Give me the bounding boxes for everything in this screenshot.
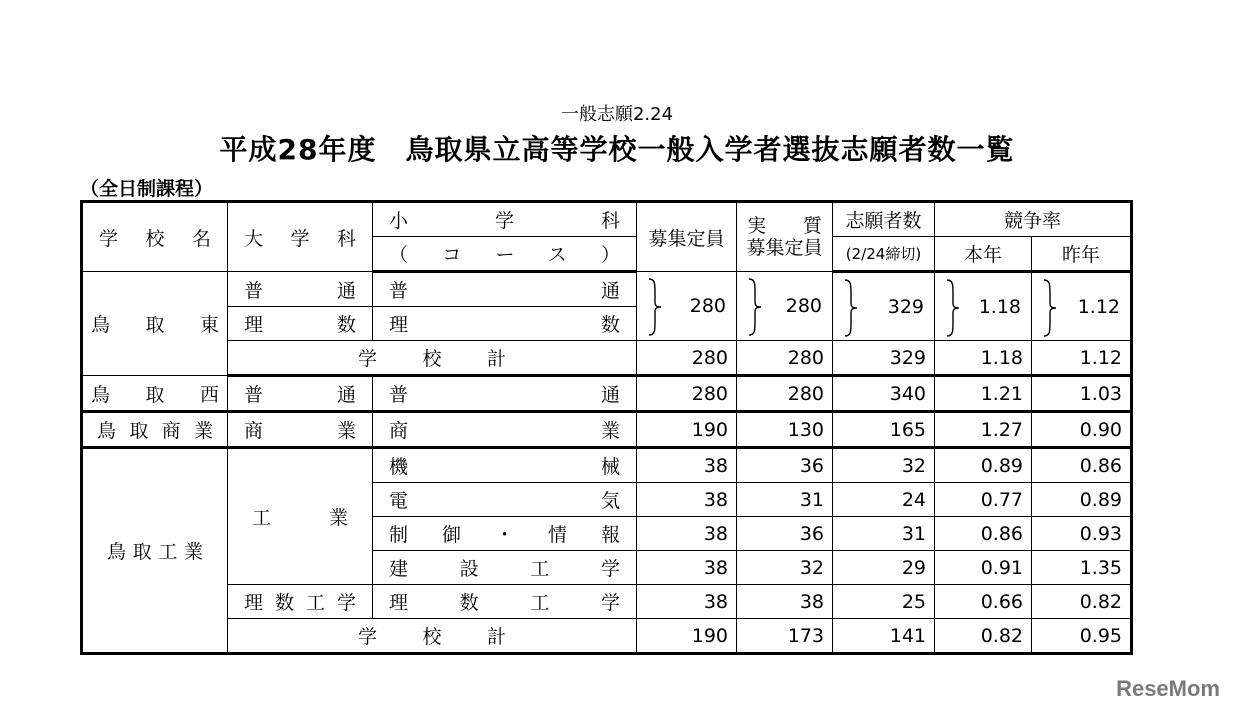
ratio-this-cell: 0.77: [935, 483, 1032, 517]
ratio-this-cell: 0.82: [935, 619, 1032, 654]
ratio-last-cell: 0.89: [1032, 483, 1132, 517]
ratio-last-cell: [1032, 272, 1132, 341]
major-cell: 理数: [228, 307, 373, 341]
real-quota-cell: 31: [737, 483, 833, 517]
school-total-label: 学校計: [228, 619, 637, 654]
header-applicants: 志願者数: [833, 202, 935, 237]
minor-cell: 機械: [373, 448, 637, 483]
school-higashi: 鳥取東: [82, 272, 228, 376]
quota-cell: 38: [637, 448, 737, 483]
applicants-cell: 25: [833, 585, 935, 619]
quota-cell: 38: [637, 551, 737, 585]
ratio-last-cell: 0.82: [1032, 585, 1132, 619]
real-quota-cell: 36: [737, 448, 833, 483]
applicants-cell: 340: [833, 376, 935, 412]
real-quota-cell: 36: [737, 517, 833, 551]
school-total-label: 学校計: [228, 341, 637, 376]
header-quota: 募集定員: [637, 202, 737, 272]
table-row: [82, 448, 1132, 483]
table-row: [82, 619, 1132, 654]
document-title: 平成28年度 鳥取県立高等学校一般入学者選抜志願者数一覧: [219, 133, 1015, 166]
document-subtitle: 一般志願2.24: [560, 104, 674, 125]
quota-cell: 280: [637, 376, 737, 412]
table-row: [82, 272, 1132, 307]
major-cell: 理数工学: [228, 585, 373, 619]
ratio-this-cell: 0.89: [935, 448, 1032, 483]
applicants-cell: 31: [833, 517, 935, 551]
minor-cell: 普通: [373, 272, 637, 307]
school-kogyo: 鳥取工業: [82, 448, 228, 654]
brace-icon: [945, 279, 961, 337]
applicants-cell: [833, 272, 935, 341]
quota-cell: 190: [637, 619, 737, 654]
minor-cell: 商業: [373, 412, 637, 448]
ratio-last-cell: 0.95: [1032, 619, 1132, 654]
applicants-cell: 329: [833, 341, 935, 376]
ratio-this-cell: [935, 272, 1032, 341]
ratio-last-cell: 1.12: [1032, 341, 1132, 376]
value-text: 329: [887, 295, 924, 318]
major-cell: 普通: [228, 272, 373, 307]
school-nishi: 鳥取西: [82, 376, 228, 412]
real-quota-cell: 280: [737, 341, 833, 376]
ratio-last-cell: 0.86: [1032, 448, 1132, 483]
header-minor: 小学科: [373, 202, 637, 237]
applicants-cell: 165: [833, 412, 935, 448]
value-text: 1.12: [1077, 295, 1121, 318]
real-quota-cell: 130: [737, 412, 833, 448]
real-quota-cell: 32: [737, 551, 833, 585]
header-row-1: [82, 202, 1132, 237]
table-row: [82, 412, 1132, 448]
major-cell: 商業: [228, 412, 373, 448]
applicants-cell: 141: [833, 619, 935, 654]
applicants-cell: 24: [833, 483, 935, 517]
major-cell: 普通: [228, 376, 373, 412]
minor-cell: 電気: [373, 483, 637, 517]
ratio-last-cell: 0.90: [1032, 412, 1132, 448]
major-label: 工業: [252, 507, 348, 529]
minor-cell: 建設工学: [373, 551, 637, 585]
minor-cell: 理数: [373, 307, 637, 341]
header-real-quota: [737, 202, 833, 272]
applicants-cell: 32: [833, 448, 935, 483]
header-deadline: (2/24締切): [833, 237, 935, 272]
real-quota-cell: 173: [737, 619, 833, 654]
applicants-table: [80, 200, 1133, 655]
ratio-last-cell: 1.03: [1032, 376, 1132, 412]
quota-cell: [637, 272, 737, 341]
brace-icon: [747, 278, 763, 336]
table-row: [82, 585, 1132, 619]
minor-cell: 普通: [373, 376, 637, 412]
table-row: [82, 341, 1132, 376]
ratio-this-cell: 1.27: [935, 412, 1032, 448]
value-text: 1.18: [978, 295, 1021, 318]
program-label: （全日制課程）: [80, 178, 214, 200]
ratio-this-cell: 0.91: [935, 551, 1032, 585]
quota-cell: 190: [637, 412, 737, 448]
ratio-last-cell: 1.35: [1032, 551, 1132, 585]
minor-cell: 制御・情報: [373, 517, 637, 551]
quota-cell: 38: [637, 517, 737, 551]
minor-cell: 理数工学: [373, 585, 637, 619]
ratio-this-cell: 1.21: [935, 376, 1032, 412]
ratio-this-cell: 0.86: [935, 517, 1032, 551]
header-school: 学校名: [82, 202, 228, 272]
header-ratio-last: 昨年: [1032, 237, 1132, 272]
applicants-cell: 29: [833, 551, 935, 585]
header-course: （コース）: [373, 237, 637, 272]
quota-cell: 38: [637, 585, 737, 619]
real-quota-cell: 280: [737, 376, 833, 412]
header-real-quota-bottom: 募集定員: [746, 237, 823, 259]
watermark-brand: ReseMom: [1116, 676, 1220, 701]
brace-icon: [647, 278, 663, 336]
quota-cell: 280: [637, 341, 737, 376]
brace-icon: [1042, 279, 1058, 337]
major-cell: [228, 448, 373, 585]
table-row: [82, 376, 1132, 412]
real-quota-cell: [737, 272, 833, 341]
header-ratio: 競争率: [935, 202, 1132, 237]
school-shogyo: 鳥取商業: [82, 412, 228, 448]
ratio-this-cell: 1.18: [935, 341, 1032, 376]
resemom-watermark: [1116, 676, 1220, 702]
value-text: 280: [785, 295, 822, 317]
ratio-this-cell: 0.66: [935, 585, 1032, 619]
real-quota-cell: 38: [737, 585, 833, 619]
brace-icon: [843, 279, 859, 337]
header-major: 大学科: [228, 202, 373, 272]
quota-cell: 38: [637, 483, 737, 517]
ratio-last-cell: 0.93: [1032, 517, 1132, 551]
header-real-quota-top: 実質: [747, 215, 822, 237]
value-text: 280: [689, 295, 726, 317]
header-ratio-this: 本年: [935, 237, 1032, 272]
